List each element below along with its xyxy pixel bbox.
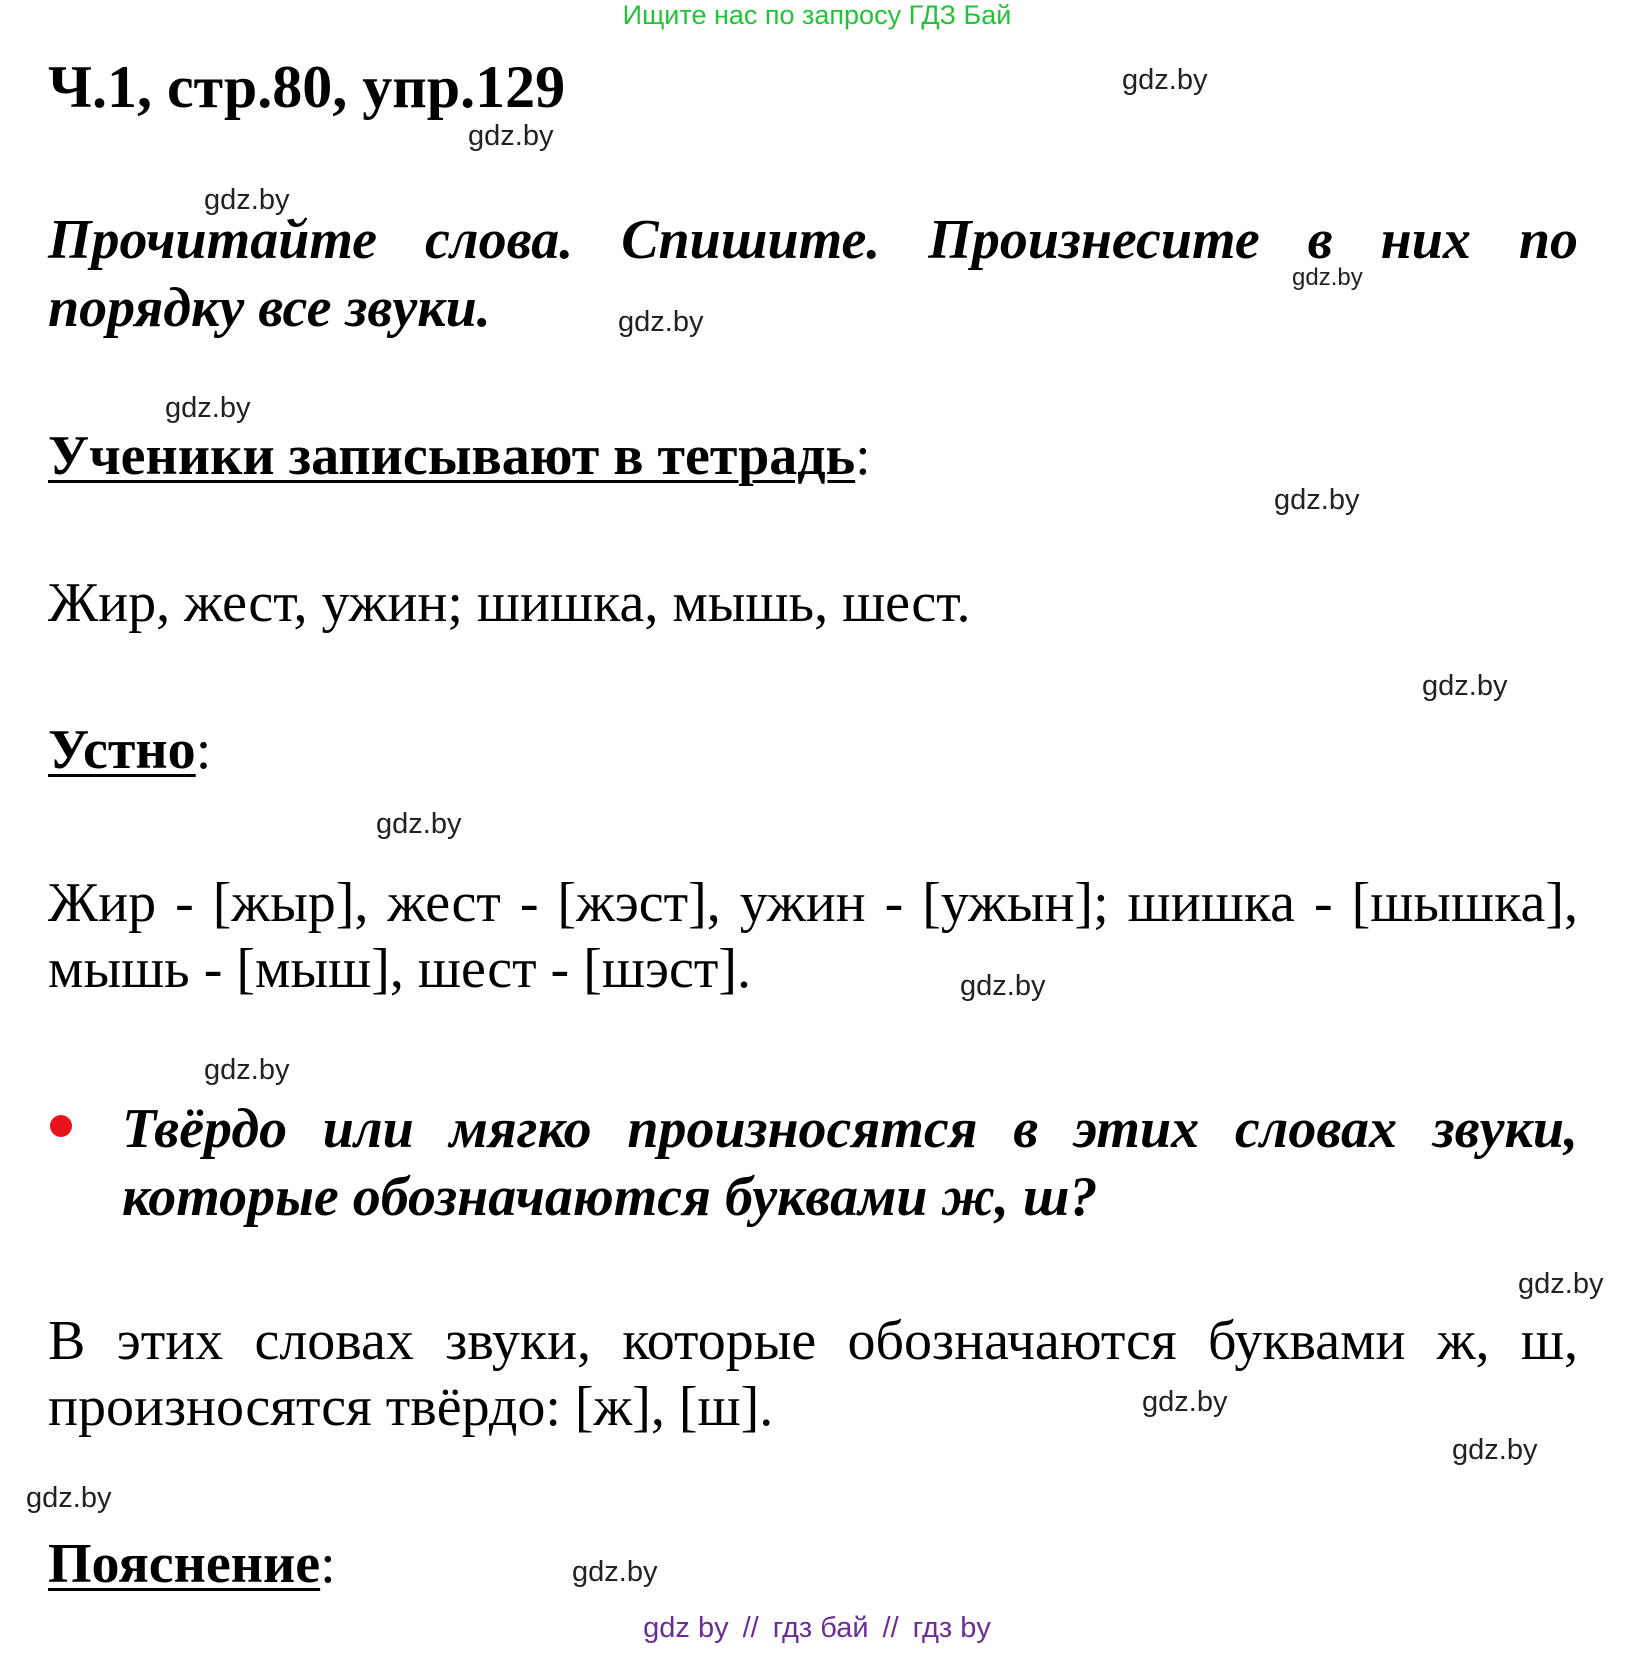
watermark: gdz.by	[1452, 1434, 1538, 1466]
watermark: gdz.by	[165, 392, 251, 424]
top-banner: Ищите нас по запросу ГДЗ Бай	[622, 0, 1012, 30]
watermark: gdz.by	[572, 1556, 658, 1588]
footer-link-gdz-by[interactable]: gdz by	[643, 1612, 729, 1644]
section-heading-oral-label: Устно	[48, 719, 196, 781]
watermark: gdz.by	[26, 1482, 112, 1514]
watermark: gdz.by	[204, 1054, 290, 1086]
watermark: gdz.by	[1274, 484, 1360, 516]
footer-separator: //	[882, 1612, 899, 1644]
watermark: gdz.by	[1292, 264, 1363, 291]
footer-separator: //	[742, 1612, 759, 1644]
written-words: Жир, жест, ужин; шишка, мышь, шест.	[48, 572, 971, 634]
question-text: Твёрдо или мягко произносятся в этих словах звуки, которые обозначаются буквами ж, ш?	[122, 1098, 1578, 1228]
section-heading-oral-colon: :	[195, 719, 212, 781]
oral-transcription: Жир - [жыр], жест - [жэст], ужин - [ужын]; шишка - [шышка], мышь - [мыш], шест - [шэст].	[48, 872, 1578, 1000]
section-heading-notebook-label: Ученики записывают в тетрадь	[48, 425, 856, 487]
section-heading-notebook-colon: :	[855, 425, 871, 487]
footer-link-gdz-by-cyr[interactable]: гдз by	[912, 1612, 991, 1644]
section-heading-explanation-colon: :	[320, 1533, 336, 1595]
watermark: gdz.by	[204, 184, 290, 216]
watermark: gdz.by	[376, 808, 462, 840]
bullet-marker	[50, 1115, 72, 1137]
watermark: gdz.by	[1422, 670, 1508, 702]
section-heading-notebook	[48, 424, 871, 488]
task-instruction: Прочитайте слова. Спишите. Произнесите в них по порядку все звуки.	[48, 209, 1578, 339]
section-heading-oral	[48, 718, 211, 782]
footer	[0, 1612, 1634, 1644]
answer-text: В этих словах звуки, которые обозначаются буквами ж, ш, произносятся твёрдо: [ж], [ш].	[48, 1310, 1578, 1438]
watermark: gdz.by	[618, 306, 704, 338]
section-heading-explanation-label: Пояснение	[48, 1533, 321, 1595]
watermark: gdz.by	[960, 970, 1046, 1002]
watermark: gdz.by	[1518, 1268, 1604, 1300]
watermark: gdz.by	[1142, 1386, 1228, 1418]
watermark: gdz.by	[468, 120, 554, 152]
footer-link-gdz-bai[interactable]: гдз бай	[772, 1612, 869, 1644]
section-heading-explanation	[48, 1532, 336, 1596]
page-title: Ч.1, стр.80, упр.129	[48, 54, 566, 120]
watermark: gdz.by	[1122, 64, 1208, 96]
